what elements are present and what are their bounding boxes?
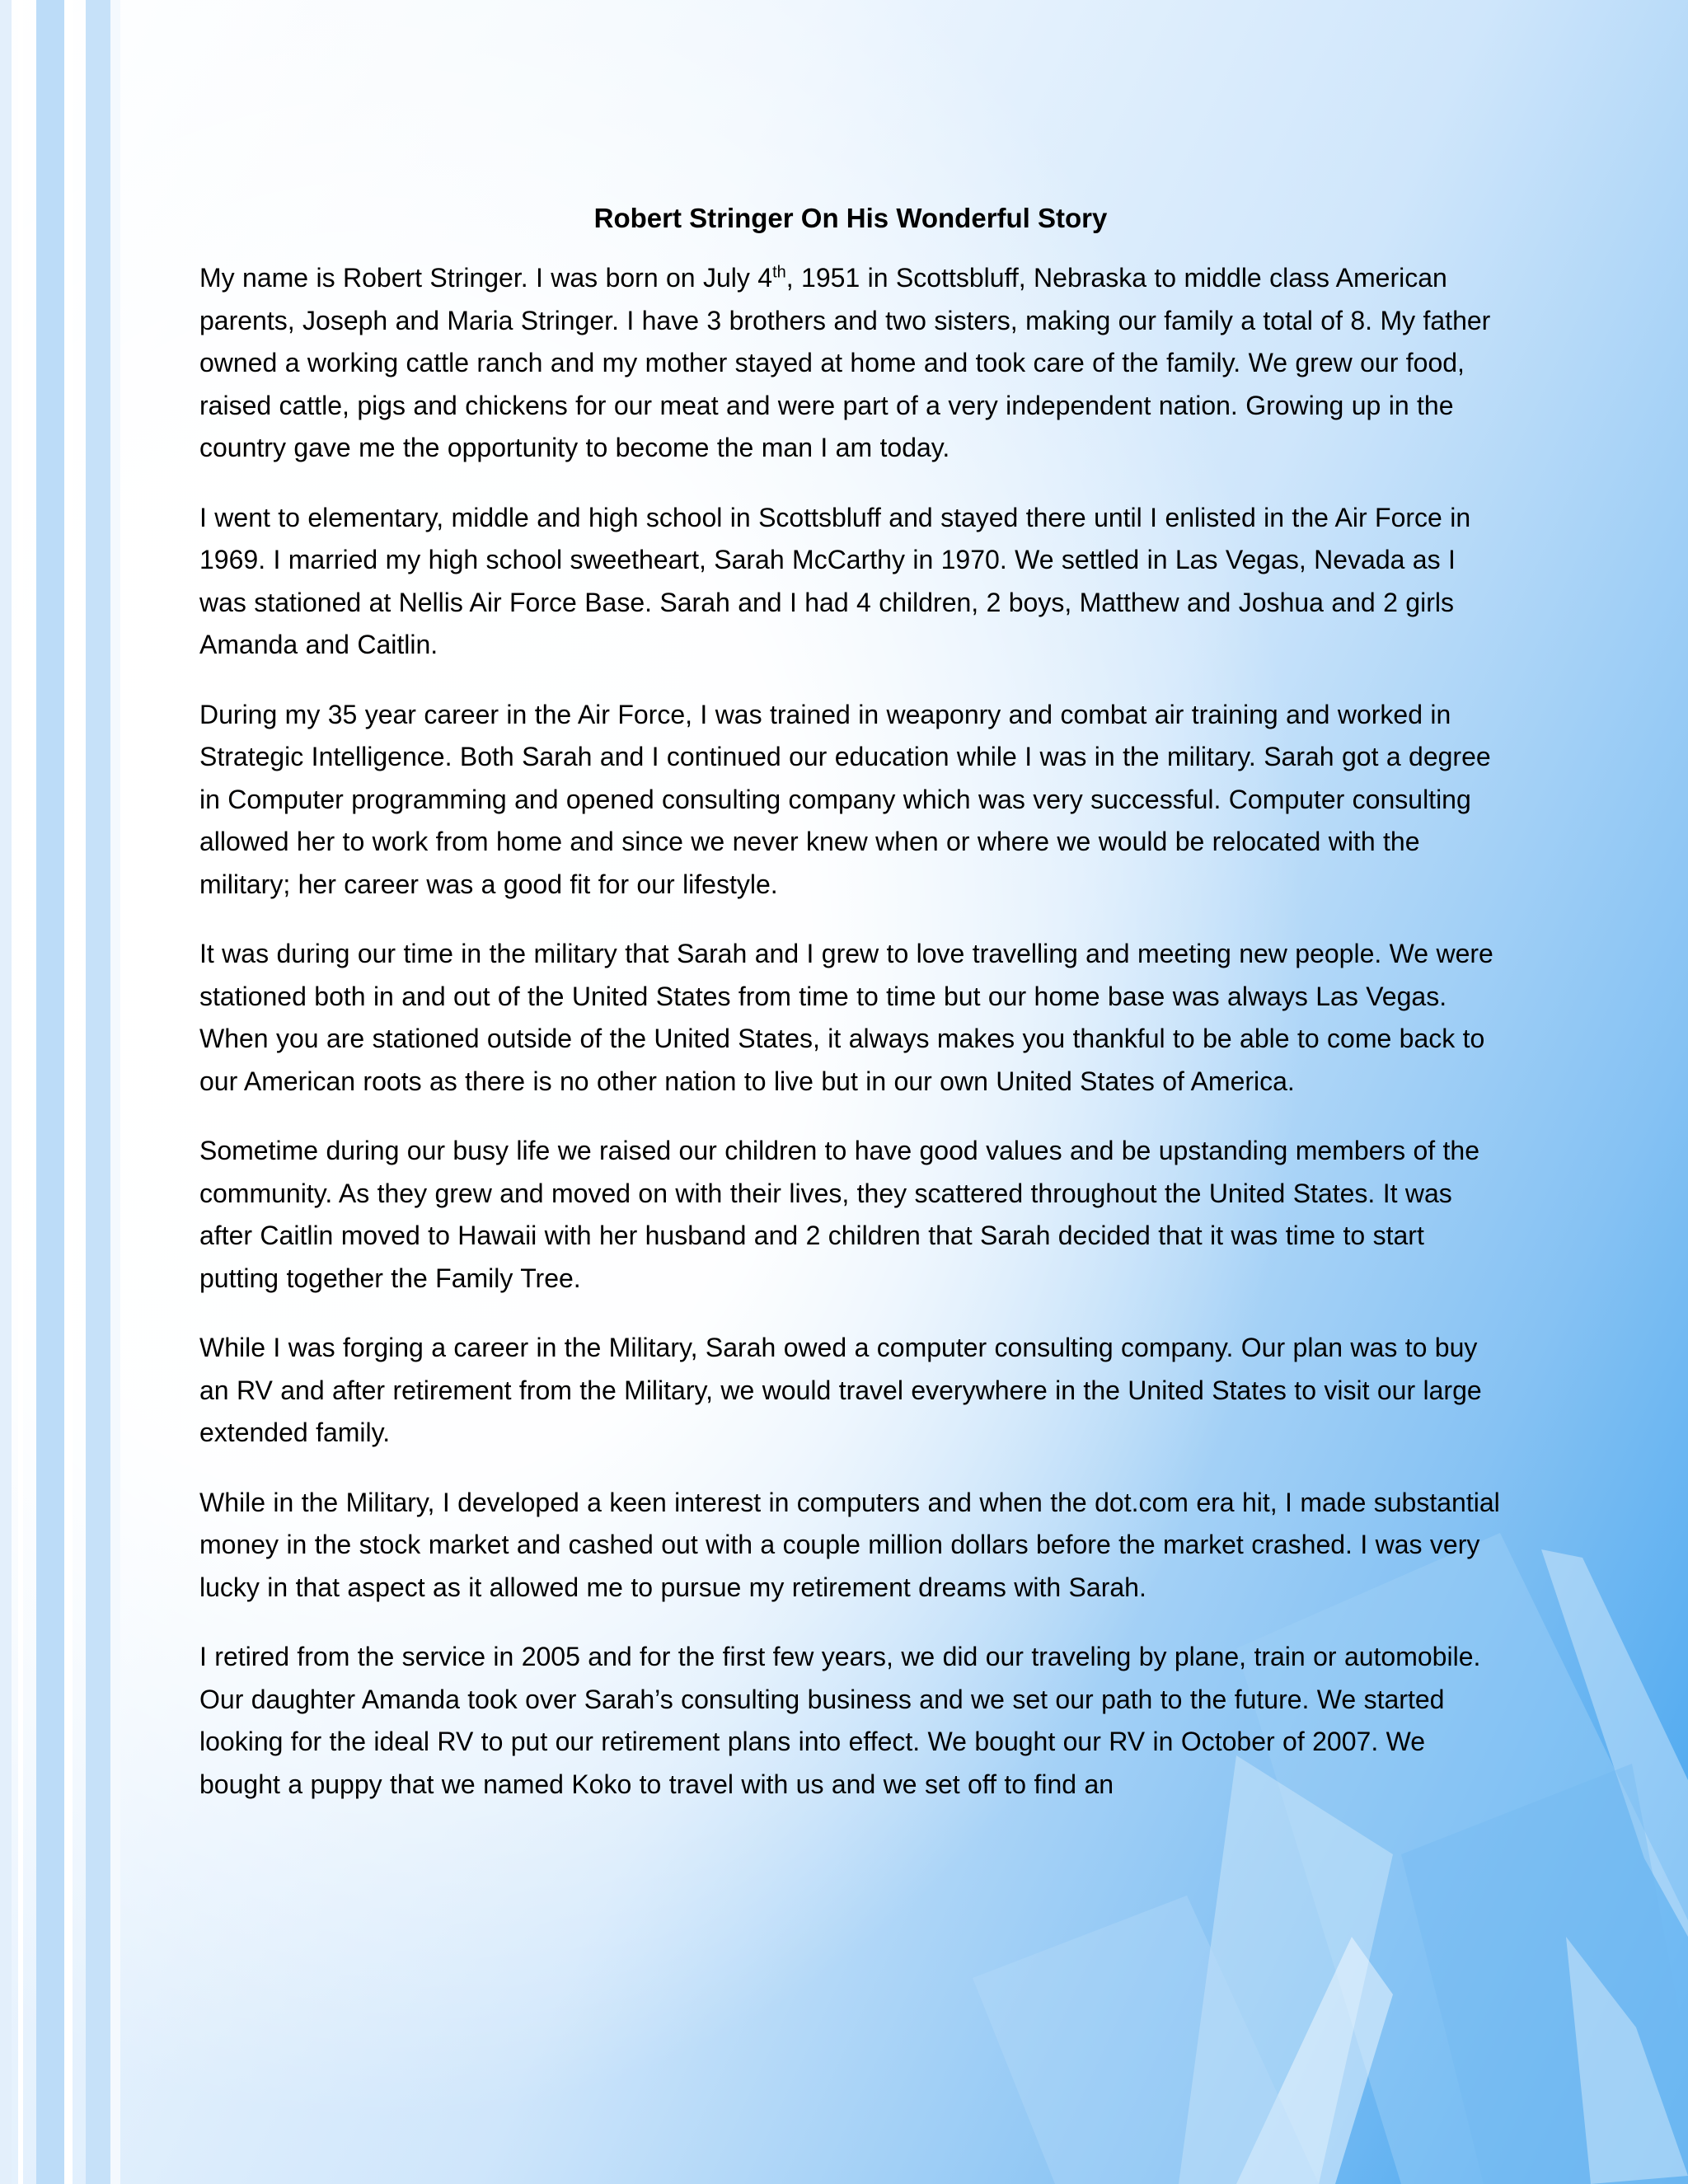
paragraph: Sometime during our busy life we raised our children to have good values and be upstanding members of the community. As they grew and moved on with their lives, they scattered throughout the United States. It was after Caitlin moved to Hawaii with her husband and 2 children that Sarah decided that it was time to start putting together the Family Tree. [199,1136,1480,1293]
left-stripe [64,0,73,2184]
left-stripe [36,0,64,2184]
left-stripe [110,0,120,2184]
paragraph-text: My name is Robert Stringer. I was born on July 4 [199,263,773,293]
paragraph [199,257,1502,470]
left-stripe [18,0,23,2184]
paragraph: I went to elementary, middle and high school in Scottsbluff and stayed there until I enlisted in the Air Force in 1969. I married my high school sweetheart, Sarah McCarthy in 1970. We settled in Las Vegas, Nevada as I was stationed at Nellis Air Force Base. Sarah and I had 4 children, 2 boys, Matthew and Joshua and 2 girls Amanda and Caitlin. [199,502,1471,659]
paragraph: I retired from the service in 2005 and for the first few years, we did our traveling by plane, train or automobile. Our daughter Amanda took over Sarah’s consulting business and we set our path to the future. We started looking for the ideal RV to put our retirement plans into effect. We bought our RV in October of 2007. We bought a puppy that we named Koko to travel with us and we set off to find an [199,1642,1481,1799]
left-stripe [86,0,110,2184]
paragraph: It was during our time in the military that Sarah and I grew to love travelling and meeting new people. We were stationed both in and out of the United States from time to time but our home base was always Las Vegas. When you are stationed outside of the United States, it always makes you thankful to be able to come back to our American roots as there is no other nation to live but in our own United States of America. [199,939,1493,1096]
paragraph: During my 35 year career in the Air Force, I was trained in weaponry and combat air training and worked in Strategic Intelligence. Both Sarah and I continued our education while I was in the military. Sarah got a degree in Computer programming and opened consulting company which was very successful. Computer consulting allowed her to work from home and since we never knew when or where we would be relocated with the military; her career was a good fit for our lifestyle. [199,699,1491,899]
document-body [199,198,1502,1833]
paragraph-text: , 1951 in Scottsbluff, Nebraska to middle class American parents, Joseph and Maria Stringer. I have 3 brothers and two sisters, making our family a total of 8. My father owned a working cattle ranch and my mother stayed at home and took care of the family. We grew our food, raised cattle, pigs and chickens for our meat and were part of a very independent nation. Growing up in the country gave me the opportunity to become the man I am today. [199,263,1491,462]
paragraph: While in the Military, I developed a keen interest in computers and when the dot.com era hit, I made substantial money in the stock market and cashed out with a couple million dollars before the market crashed. I was very lucky in that aspect as it allowed me to pursue my retirement dreams with Sarah. [199,1487,1500,1602]
document-title: Robert Stringer On His Wonderful Story [593,203,1108,233]
paragraph: While I was forging a career in the Military, Sarah owed a computer consulting company. Our plan was to buy an RV and after retirement from the Military, we would travel everywhere in the United States to visit our large extended family. [199,1333,1482,1447]
ordinal-suffix: th [772,263,786,282]
left-stripe [0,0,12,2184]
